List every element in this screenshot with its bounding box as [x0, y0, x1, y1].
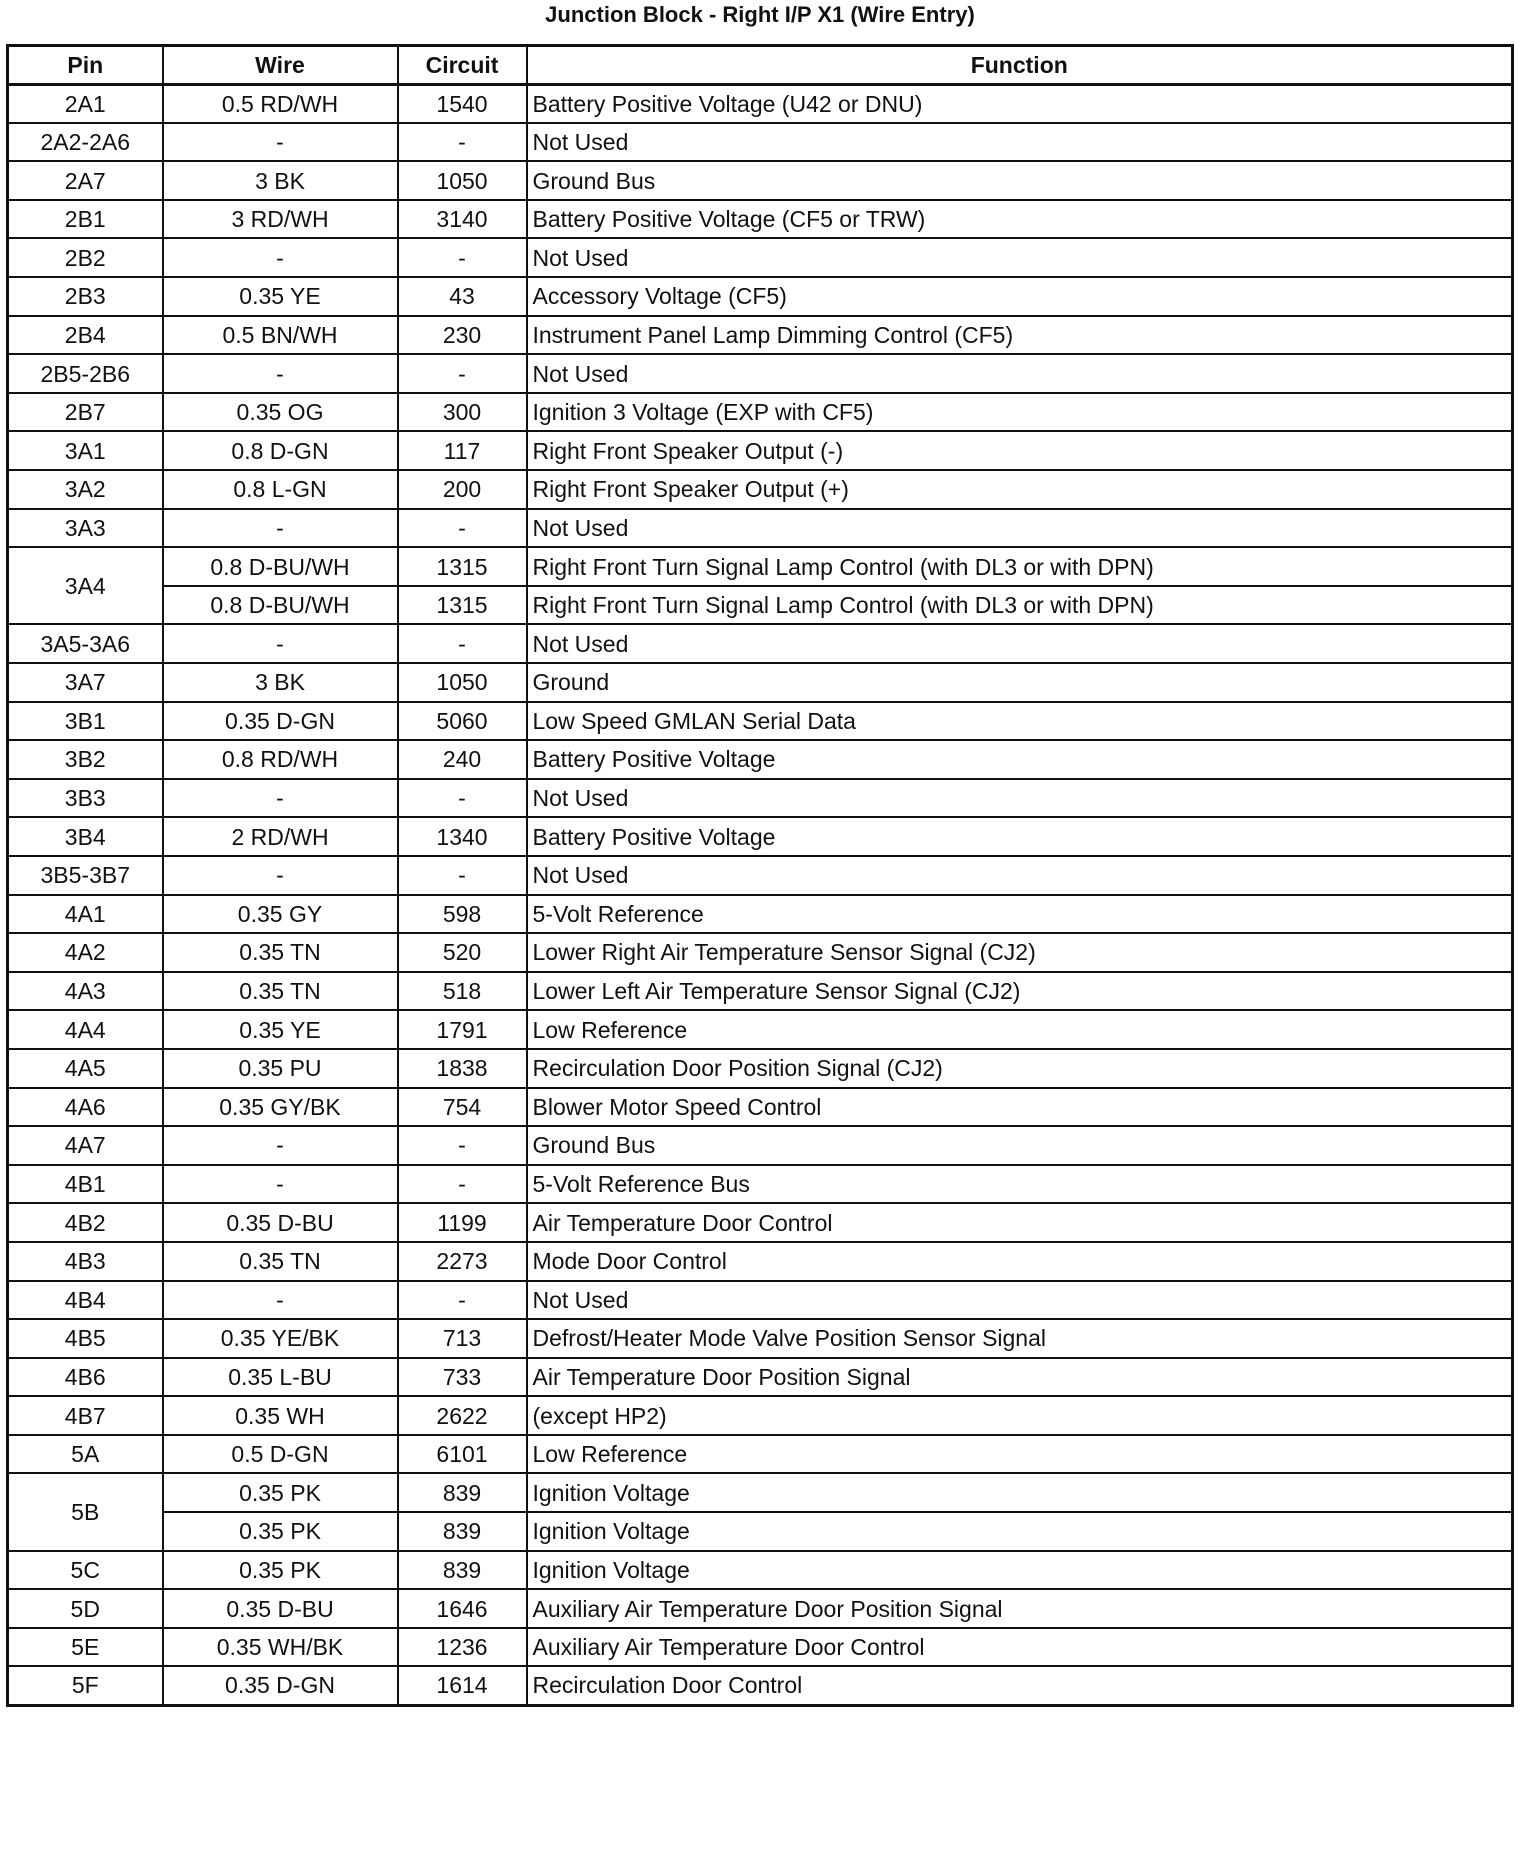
table-row	[8, 316, 1513, 355]
function-cell: Not Used	[527, 1281, 1513, 1320]
table-row	[8, 509, 1513, 548]
pin-cell: 4B7	[8, 1396, 163, 1435]
circuit-cell: 1791	[398, 1010, 527, 1049]
function-cell: (except HP2)	[527, 1396, 1513, 1435]
wire-cell: -	[163, 123, 398, 162]
table-row	[8, 84, 1513, 123]
circuit-cell: 240	[398, 740, 527, 779]
function-cell: Not Used	[527, 624, 1513, 663]
function-cell: Lower Left Air Temperature Sensor Signal (CJ2)	[527, 972, 1513, 1011]
pin-cell: 2A1	[8, 84, 163, 123]
circuit-cell: -	[398, 238, 527, 277]
circuit-cell: 1315	[398, 547, 527, 586]
pin-cell: 4A4	[8, 1010, 163, 1049]
circuit-cell: 1838	[398, 1049, 527, 1088]
pin-cell: 4A3	[8, 972, 163, 1011]
wire-cell: 0.35 D-BU	[163, 1203, 398, 1242]
table-row	[8, 354, 1513, 393]
function-cell: Right Front Speaker Output (+)	[527, 470, 1513, 509]
function-cell: Not Used	[527, 238, 1513, 277]
circuit-cell: -	[398, 123, 527, 162]
function-cell: Battery Positive Voltage (U42 or DNU)	[527, 84, 1513, 123]
pin-cell: 3A4	[8, 547, 163, 624]
pin-cell: 3B3	[8, 779, 163, 818]
circuit-cell: 1236	[398, 1628, 527, 1667]
function-cell: 5-Volt Reference	[527, 895, 1513, 934]
table-row	[8, 933, 1513, 972]
wire-cell: 0.5 RD/WH	[163, 84, 398, 123]
function-cell: Recirculation Door Control	[527, 1666, 1513, 1705]
pin-cell: 5C	[8, 1551, 163, 1590]
header-circuit: Circuit	[398, 46, 527, 85]
function-cell: Ignition Voltage	[527, 1551, 1513, 1590]
table-row	[8, 702, 1513, 741]
table-row	[8, 277, 1513, 316]
function-cell: Not Used	[527, 354, 1513, 393]
circuit-cell: -	[398, 354, 527, 393]
pin-cell: 5E	[8, 1628, 163, 1667]
circuit-cell: 1340	[398, 817, 527, 856]
wire-cell: 0.35 TN	[163, 933, 398, 972]
pinout-table	[6, 44, 1514, 1707]
circuit-cell: -	[398, 856, 527, 895]
circuit-cell: 839	[398, 1473, 527, 1512]
circuit-cell: -	[398, 1281, 527, 1320]
wire-cell: 0.35 D-GN	[163, 702, 398, 741]
circuit-cell: 733	[398, 1358, 527, 1397]
table-row	[8, 393, 1513, 432]
table-row	[8, 856, 1513, 895]
table-row	[8, 161, 1513, 200]
table-row	[8, 895, 1513, 934]
wire-cell: 2 RD/WH	[163, 817, 398, 856]
circuit-cell: -	[398, 779, 527, 818]
wire-cell: 0.35 TN	[163, 1242, 398, 1281]
function-cell: Battery Positive Voltage	[527, 817, 1513, 856]
function-cell: Not Used	[527, 779, 1513, 818]
table-body	[8, 84, 1513, 1705]
circuit-cell: 754	[398, 1088, 527, 1127]
circuit-cell: 520	[398, 933, 527, 972]
table-row	[8, 1628, 1513, 1667]
wire-cell: 0.8 D-GN	[163, 431, 398, 470]
wire-cell: 0.35 WH	[163, 1396, 398, 1435]
header-function: Function	[527, 46, 1513, 85]
wire-cell: 0.35 PK	[163, 1551, 398, 1590]
table-row	[8, 238, 1513, 277]
function-cell: 5-Volt Reference Bus	[527, 1165, 1513, 1204]
wire-cell: 3 BK	[163, 663, 398, 702]
pin-cell: 3A2	[8, 470, 163, 509]
table-row	[8, 1473, 1513, 1512]
table-row	[8, 123, 1513, 162]
function-cell: Ground Bus	[527, 161, 1513, 200]
wire-cell: 3 RD/WH	[163, 200, 398, 239]
table-row	[8, 1281, 1513, 1320]
pin-cell: 4B4	[8, 1281, 163, 1320]
pin-cell: 2B1	[8, 200, 163, 239]
table-row	[8, 1589, 1513, 1628]
pin-cell: 3B1	[8, 702, 163, 741]
wire-cell: -	[163, 354, 398, 393]
circuit-cell: 43	[398, 277, 527, 316]
table-row	[8, 624, 1513, 663]
circuit-cell: 1315	[398, 586, 527, 625]
circuit-cell: 1050	[398, 161, 527, 200]
wire-cell: 0.8 RD/WH	[163, 740, 398, 779]
circuit-cell: 300	[398, 393, 527, 432]
header-wire: Wire	[163, 46, 398, 85]
wire-cell: -	[163, 1281, 398, 1320]
table-row	[8, 1049, 1513, 1088]
circuit-cell: 1646	[398, 1589, 527, 1628]
pin-cell: 4B5	[8, 1319, 163, 1358]
function-cell: Accessory Voltage (CF5)	[527, 277, 1513, 316]
table-row	[8, 1088, 1513, 1127]
table-row	[8, 470, 1513, 509]
wire-cell: -	[163, 624, 398, 663]
wire-cell: -	[163, 509, 398, 548]
function-cell: Air Temperature Door Control	[527, 1203, 1513, 1242]
table-row	[8, 817, 1513, 856]
circuit-cell: -	[398, 1165, 527, 1204]
function-cell: Low Reference	[527, 1010, 1513, 1049]
table-row	[8, 547, 1513, 586]
pin-cell: 5D	[8, 1589, 163, 1628]
pin-cell: 4A2	[8, 933, 163, 972]
pin-cell: 5B	[8, 1473, 163, 1550]
circuit-cell: -	[398, 624, 527, 663]
function-cell: Not Used	[527, 856, 1513, 895]
pin-cell: 3B2	[8, 740, 163, 779]
pin-cell: 2B2	[8, 238, 163, 277]
wire-cell: 0.35 GY	[163, 895, 398, 934]
function-cell: Right Front Turn Signal Lamp Control (with DL3 or with DPN)	[527, 586, 1513, 625]
function-cell: Lower Right Air Temperature Sensor Signal (CJ2)	[527, 933, 1513, 972]
circuit-cell: 839	[398, 1551, 527, 1590]
pin-cell: 4B1	[8, 1165, 163, 1204]
table-row	[8, 663, 1513, 702]
function-cell: Defrost/Heater Mode Valve Position Sensor Signal	[527, 1319, 1513, 1358]
table-row	[8, 200, 1513, 239]
wire-cell: 0.35 TN	[163, 972, 398, 1011]
wire-cell: 0.35 L-BU	[163, 1358, 398, 1397]
pin-cell: 3B4	[8, 817, 163, 856]
pin-cell: 4B3	[8, 1242, 163, 1281]
pin-cell: 2A2-2A6	[8, 123, 163, 162]
circuit-cell: -	[398, 509, 527, 548]
function-cell: Auxiliary Air Temperature Door Control	[527, 1628, 1513, 1667]
wire-cell: 0.8 D-BU/WH	[163, 586, 398, 625]
function-cell: Auxiliary Air Temperature Door Position Signal	[527, 1589, 1513, 1628]
circuit-cell: 839	[398, 1512, 527, 1551]
wire-cell: 0.35 PU	[163, 1049, 398, 1088]
table-row	[8, 1165, 1513, 1204]
table-row	[8, 740, 1513, 779]
wire-cell: 0.35 OG	[163, 393, 398, 432]
function-cell: Battery Positive Voltage (CF5 or TRW)	[527, 200, 1513, 239]
function-cell: Recirculation Door Position Signal (CJ2)	[527, 1049, 1513, 1088]
table-row	[8, 1319, 1513, 1358]
function-cell: Battery Positive Voltage	[527, 740, 1513, 779]
function-cell: Ignition Voltage	[527, 1473, 1513, 1512]
circuit-cell: -	[398, 1126, 527, 1165]
pin-cell: 4A5	[8, 1049, 163, 1088]
function-cell: Right Front Speaker Output (-)	[527, 431, 1513, 470]
table-row	[8, 1435, 1513, 1474]
table-row	[8, 586, 1513, 625]
wire-cell: 0.35 PK	[163, 1473, 398, 1512]
pin-cell: 3A1	[8, 431, 163, 470]
table-row	[8, 1512, 1513, 1551]
pin-cell: 2B5-2B6	[8, 354, 163, 393]
circuit-cell: 1050	[398, 663, 527, 702]
wire-cell: -	[163, 238, 398, 277]
table-row	[8, 1126, 1513, 1165]
table-row	[8, 1396, 1513, 1435]
pin-cell: 3A3	[8, 509, 163, 548]
wire-cell: -	[163, 1126, 398, 1165]
wire-cell: 0.5 D-GN	[163, 1435, 398, 1474]
pin-cell: 2A7	[8, 161, 163, 200]
circuit-cell: 1614	[398, 1666, 527, 1705]
wire-cell: 0.35 YE	[163, 277, 398, 316]
function-cell: Not Used	[527, 509, 1513, 548]
pin-cell: 3B5-3B7	[8, 856, 163, 895]
function-cell: Ignition 3 Voltage (EXP with CF5)	[527, 393, 1513, 432]
circuit-cell: 117	[398, 431, 527, 470]
table-row	[8, 972, 1513, 1011]
table-row	[8, 1010, 1513, 1049]
table-row	[8, 1666, 1513, 1705]
function-cell: Instrument Panel Lamp Dimming Control (CF5)	[527, 316, 1513, 355]
function-cell: Blower Motor Speed Control	[527, 1088, 1513, 1127]
circuit-cell: 200	[398, 470, 527, 509]
pin-cell: 2B3	[8, 277, 163, 316]
wire-cell: 0.8 L-GN	[163, 470, 398, 509]
wire-cell: -	[163, 1165, 398, 1204]
pin-cell: 5F	[8, 1666, 163, 1705]
pin-cell: 4A7	[8, 1126, 163, 1165]
circuit-cell: 3140	[398, 200, 527, 239]
circuit-cell: 6101	[398, 1435, 527, 1474]
function-cell: Mode Door Control	[527, 1242, 1513, 1281]
table-row	[8, 1551, 1513, 1590]
wire-cell: 0.35 D-GN	[163, 1666, 398, 1705]
function-cell: Not Used	[527, 123, 1513, 162]
wire-cell: -	[163, 856, 398, 895]
function-cell: Right Front Turn Signal Lamp Control (with DL3 or with DPN)	[527, 547, 1513, 586]
pin-cell: 4B2	[8, 1203, 163, 1242]
function-cell: Low Speed GMLAN Serial Data	[527, 702, 1513, 741]
function-cell: Ground	[527, 663, 1513, 702]
pin-cell: 5A	[8, 1435, 163, 1474]
function-cell: Ground Bus	[527, 1126, 1513, 1165]
table-row	[8, 1203, 1513, 1242]
wire-cell: 0.35 PK	[163, 1512, 398, 1551]
header-pin: Pin	[8, 46, 163, 85]
page-title: Junction Block - Right I/P X1 (Wire Entry)	[545, 2, 975, 27]
circuit-cell: 598	[398, 895, 527, 934]
function-cell: Low Reference	[527, 1435, 1513, 1474]
function-cell: Ignition Voltage	[527, 1512, 1513, 1551]
circuit-cell: 1540	[398, 84, 527, 123]
table-row	[8, 1242, 1513, 1281]
circuit-cell: 2622	[398, 1396, 527, 1435]
header-row	[8, 46, 1513, 85]
pin-cell: 3A5-3A6	[8, 624, 163, 663]
wire-cell: 0.8 D-BU/WH	[163, 547, 398, 586]
table-row	[8, 779, 1513, 818]
circuit-cell: 2273	[398, 1242, 527, 1281]
circuit-cell: 518	[398, 972, 527, 1011]
wire-cell: -	[163, 779, 398, 818]
pin-cell: 2B4	[8, 316, 163, 355]
circuit-cell: 1199	[398, 1203, 527, 1242]
circuit-cell: 713	[398, 1319, 527, 1358]
wire-cell: 0.5 BN/WH	[163, 316, 398, 355]
pin-cell: 4B6	[8, 1358, 163, 1397]
pin-cell: 4A1	[8, 895, 163, 934]
pin-cell: 4A6	[8, 1088, 163, 1127]
pin-cell: 2B7	[8, 393, 163, 432]
table-row	[8, 1358, 1513, 1397]
wire-cell: 3 BK	[163, 161, 398, 200]
circuit-cell: 5060	[398, 702, 527, 741]
function-cell: Air Temperature Door Position Signal	[527, 1358, 1513, 1397]
wire-cell: 0.35 YE/BK	[163, 1319, 398, 1358]
wire-cell: 0.35 GY/BK	[163, 1088, 398, 1127]
circuit-cell: 230	[398, 316, 527, 355]
wire-cell: 0.35 WH/BK	[163, 1628, 398, 1667]
table-row	[8, 431, 1513, 470]
pin-cell: 3A7	[8, 663, 163, 702]
wire-cell: 0.35 D-BU	[163, 1589, 398, 1628]
wire-cell: 0.35 YE	[163, 1010, 398, 1049]
